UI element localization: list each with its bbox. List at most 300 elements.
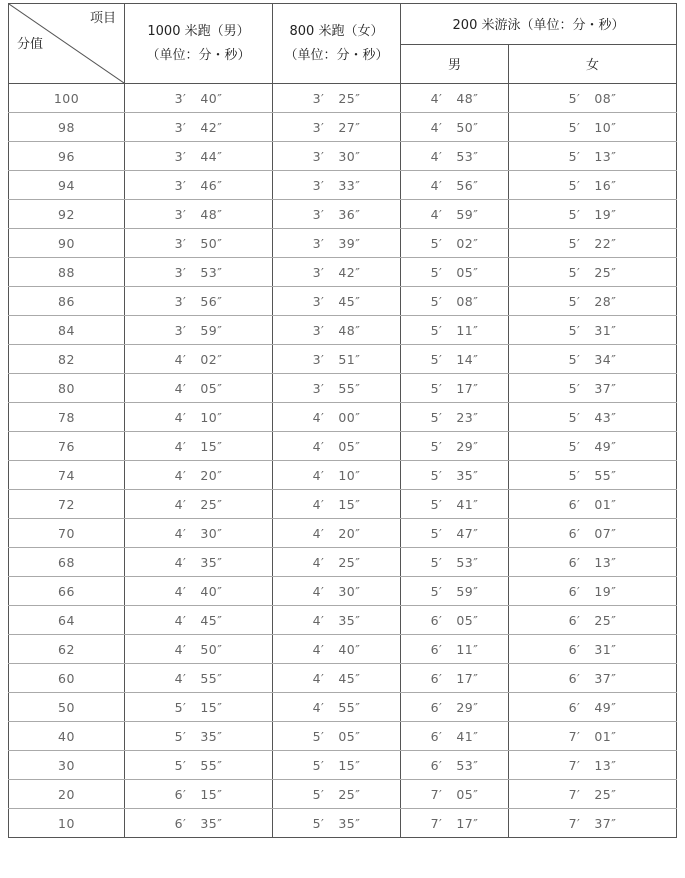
minutes-value: 4′: [312, 554, 325, 570]
swim-male-cell: [401, 751, 509, 780]
swim-female-cell: [509, 142, 677, 171]
run-1000m-cell: [125, 519, 273, 548]
minutes-value: 7′: [568, 786, 581, 802]
swim-male-cell: [401, 374, 509, 403]
run-1000m-cell: [125, 84, 273, 113]
minutes-value: 5′: [568, 264, 581, 280]
seconds-value: 42″: [200, 119, 223, 135]
minutes-value: 3′: [174, 148, 187, 164]
swim-female-cell: [509, 780, 677, 809]
table-row: [9, 316, 677, 345]
seconds-value: 48″: [200, 206, 223, 222]
minutes-value: 3′: [174, 206, 187, 222]
table-row: [9, 548, 677, 577]
minutes-value: 6′: [430, 757, 443, 773]
minutes-value: 5′: [430, 322, 443, 338]
minutes-value: 4′: [430, 177, 443, 193]
swim-male-cell: [401, 84, 509, 113]
minutes-value: 4′: [430, 90, 443, 106]
run-800m-cell: [273, 84, 401, 113]
minutes-value: 7′: [568, 815, 581, 831]
seconds-value: 51″: [338, 351, 361, 367]
swim-female-cell: [509, 287, 677, 316]
run-1000m-cell: [125, 171, 273, 200]
table-body: [9, 84, 677, 838]
seconds-value: 17″: [456, 815, 479, 831]
swim-male-cell: [401, 287, 509, 316]
seconds-value: 50″: [456, 119, 479, 135]
seconds-value: 53″: [456, 148, 479, 164]
seconds-value: 15″: [200, 699, 223, 715]
score-cell: [9, 751, 125, 780]
minutes-value: 3′: [312, 351, 325, 367]
seconds-value: 01″: [594, 728, 617, 744]
score-table: [8, 3, 677, 838]
score-value: 84: [58, 322, 75, 338]
table-row: [9, 432, 677, 461]
score-cell: [9, 664, 125, 693]
seconds-value: 15″: [200, 786, 223, 802]
seconds-value: 40″: [200, 90, 223, 106]
run-1000m-cell: [125, 200, 273, 229]
swim-female-cell: [509, 200, 677, 229]
minutes-value: 5′: [430, 467, 443, 483]
score-value: 96: [58, 148, 75, 164]
minutes-value: 6′: [568, 554, 581, 570]
table-row: [9, 345, 677, 374]
minutes-value: 3′: [174, 119, 187, 135]
seconds-value: 25″: [594, 786, 617, 802]
minutes-value: 5′: [174, 699, 187, 715]
seconds-value: 19″: [594, 206, 617, 222]
table-row: [9, 751, 677, 780]
seconds-value: 25″: [338, 554, 361, 570]
minutes-value: 3′: [312, 90, 325, 106]
score-cell: [9, 577, 125, 606]
run-800m-cell: [273, 693, 401, 722]
swim-male-cell: [401, 113, 509, 142]
seconds-value: 25″: [594, 612, 617, 628]
header-800m-title: 800 米跑（女）: [289, 23, 384, 39]
run-800m-cell: [273, 432, 401, 461]
minutes-value: 3′: [312, 380, 325, 396]
header-swim-female: 女: [509, 45, 677, 84]
minutes-value: 3′: [312, 293, 325, 309]
swim-male-cell: [401, 635, 509, 664]
swim-female-cell: [509, 258, 677, 287]
seconds-value: 17″: [456, 380, 479, 396]
score-cell: [9, 780, 125, 809]
seconds-value: 43″: [594, 409, 617, 425]
seconds-value: 25″: [338, 90, 361, 106]
seconds-value: 35″: [456, 467, 479, 483]
seconds-value: 02″: [200, 351, 223, 367]
seconds-value: 33″: [338, 177, 361, 193]
minutes-value: 4′: [430, 119, 443, 135]
minutes-value: 6′: [568, 612, 581, 628]
minutes-value: 4′: [312, 699, 325, 715]
minutes-value: 5′: [568, 119, 581, 135]
minutes-value: 4′: [174, 670, 187, 686]
minutes-value: 5′: [312, 786, 325, 802]
seconds-value: 05″: [338, 438, 361, 454]
seconds-value: 00″: [338, 409, 361, 425]
run-1000m-cell: [125, 113, 273, 142]
swim-female-cell: [509, 229, 677, 258]
minutes-value: 3′: [174, 322, 187, 338]
run-800m-cell: [273, 461, 401, 490]
score-value: 100: [53, 90, 80, 106]
minutes-value: 4′: [430, 148, 443, 164]
score-value: 74: [58, 467, 75, 483]
swim-male-cell: [401, 780, 509, 809]
seconds-value: 35″: [200, 728, 223, 744]
minutes-value: 4′: [174, 467, 187, 483]
seconds-value: 44″: [200, 148, 223, 164]
swim-male-cell: [401, 809, 509, 838]
header-200m-title: 200 米游泳（单位：分・秒）: [452, 17, 625, 33]
minutes-value: 4′: [312, 496, 325, 512]
minutes-value: 6′: [568, 525, 581, 541]
seconds-value: 13″: [594, 148, 617, 164]
minutes-value: 4′: [174, 583, 187, 599]
score-cell: [9, 490, 125, 519]
run-800m-cell: [273, 722, 401, 751]
run-800m-cell: [273, 519, 401, 548]
minutes-value: 4′: [312, 525, 325, 541]
score-cell: [9, 548, 125, 577]
score-value: 50: [58, 699, 75, 715]
seconds-value: 35″: [200, 815, 223, 831]
score-value: 66: [58, 583, 75, 599]
seconds-value: 48″: [338, 322, 361, 338]
seconds-value: 42″: [338, 264, 361, 280]
minutes-value: 4′: [174, 380, 187, 396]
table-row: [9, 403, 677, 432]
run-1000m-cell: [125, 142, 273, 171]
minutes-value: 6′: [430, 699, 443, 715]
minutes-value: 7′: [568, 757, 581, 773]
swim-male-cell: [401, 142, 509, 171]
table-row: [9, 171, 677, 200]
swim-female-cell: [509, 461, 677, 490]
seconds-value: 30″: [338, 148, 361, 164]
minutes-value: 4′: [312, 641, 325, 657]
seconds-value: 48″: [456, 90, 479, 106]
seconds-value: 20″: [338, 525, 361, 541]
seconds-value: 29″: [456, 699, 479, 715]
score-cell: [9, 693, 125, 722]
run-800m-cell: [273, 606, 401, 635]
seconds-value: 53″: [456, 554, 479, 570]
score-cell: [9, 316, 125, 345]
score-value: 82: [58, 351, 75, 367]
run-1000m-cell: [125, 316, 273, 345]
swim-male-cell: [401, 606, 509, 635]
seconds-value: 46″: [200, 177, 223, 193]
seconds-value: 45″: [200, 612, 223, 628]
run-1000m-cell: [125, 548, 273, 577]
run-800m-cell: [273, 142, 401, 171]
swim-male-cell: [401, 345, 509, 374]
swim-female-cell: [509, 751, 677, 780]
seconds-value: 10″: [594, 119, 617, 135]
run-800m-cell: [273, 374, 401, 403]
score-value: 98: [58, 119, 75, 135]
seconds-value: 50″: [200, 641, 223, 657]
table-row: [9, 606, 677, 635]
swim-male-cell: [401, 403, 509, 432]
seconds-value: 47″: [456, 525, 479, 541]
table-row: [9, 258, 677, 287]
minutes-value: 5′: [568, 177, 581, 193]
table-row: [9, 84, 677, 113]
table-row: [9, 490, 677, 519]
minutes-value: 6′: [174, 815, 187, 831]
score-value: 40: [58, 728, 75, 744]
header-swim-male: 男: [401, 45, 509, 84]
minutes-value: 4′: [174, 525, 187, 541]
swim-female-cell: [509, 519, 677, 548]
swim-female-cell: [509, 635, 677, 664]
score-value: 78: [58, 409, 75, 425]
swim-female-cell: [509, 171, 677, 200]
seconds-value: 10″: [338, 467, 361, 483]
minutes-value: 6′: [568, 670, 581, 686]
minutes-value: 5′: [430, 264, 443, 280]
minutes-value: 6′: [430, 728, 443, 744]
score-cell: [9, 200, 125, 229]
run-800m-cell: [273, 171, 401, 200]
run-1000m-cell: [125, 606, 273, 635]
seconds-value: 25″: [594, 264, 617, 280]
run-1000m-cell: [125, 809, 273, 838]
seconds-value: 59″: [456, 583, 479, 599]
header-1000m-unit: （单位：分・秒）: [146, 47, 251, 63]
run-800m-cell: [273, 809, 401, 838]
seconds-value: 08″: [456, 293, 479, 309]
minutes-value: 6′: [568, 699, 581, 715]
seconds-value: 53″: [200, 264, 223, 280]
minutes-value: 5′: [568, 351, 581, 367]
minutes-value: 4′: [174, 612, 187, 628]
minutes-value: 7′: [430, 815, 443, 831]
score-value: 20: [58, 786, 75, 802]
minutes-value: 6′: [568, 583, 581, 599]
minutes-value: 5′: [430, 583, 443, 599]
swim-male-cell: [401, 693, 509, 722]
score-value: 64: [58, 612, 75, 628]
run-800m-cell: [273, 577, 401, 606]
score-cell: [9, 403, 125, 432]
score-value: 94: [58, 177, 75, 193]
minutes-value: 5′: [568, 206, 581, 222]
swim-male-cell: [401, 548, 509, 577]
seconds-value: 22″: [594, 235, 617, 251]
seconds-value: 25″: [338, 786, 361, 802]
swim-female-cell: [509, 722, 677, 751]
corner-cell: [9, 4, 125, 84]
run-800m-cell: [273, 635, 401, 664]
run-1000m-cell: [125, 461, 273, 490]
swim-female-cell: [509, 316, 677, 345]
run-800m-cell: [273, 345, 401, 374]
minutes-value: 5′: [430, 525, 443, 541]
minutes-value: 5′: [568, 380, 581, 396]
swim-male-cell: [401, 577, 509, 606]
seconds-value: 30″: [200, 525, 223, 541]
run-1000m-cell: [125, 780, 273, 809]
minutes-value: 5′: [568, 293, 581, 309]
minutes-value: 6′: [568, 496, 581, 512]
minutes-value: 5′: [568, 438, 581, 454]
header-800m-unit: （单位：分・秒）: [284, 47, 389, 63]
swim-male-cell: [401, 432, 509, 461]
run-1000m-cell: [125, 287, 273, 316]
corner-label-item: 项目: [89, 11, 116, 26]
seconds-value: 28″: [594, 293, 617, 309]
swim-male-cell: [401, 664, 509, 693]
score-cell: [9, 635, 125, 664]
minutes-value: 6′: [430, 612, 443, 628]
score-value: 30: [58, 757, 75, 773]
minutes-value: 5′: [312, 815, 325, 831]
minutes-value: 5′: [568, 90, 581, 106]
run-1000m-cell: [125, 577, 273, 606]
run-1000m-cell: [125, 432, 273, 461]
seconds-value: 31″: [594, 322, 617, 338]
swim-male-cell: [401, 461, 509, 490]
table-header: [9, 4, 677, 84]
seconds-value: 15″: [200, 438, 223, 454]
table-row: [9, 635, 677, 664]
minutes-value: 4′: [174, 496, 187, 512]
run-1000m-cell: [125, 374, 273, 403]
header-1000m-title: 1000 米跑（男）: [147, 23, 250, 39]
run-800m-cell: [273, 664, 401, 693]
table-row: [9, 142, 677, 171]
seconds-value: 56″: [456, 177, 479, 193]
seconds-value: 55″: [594, 467, 617, 483]
seconds-value: 05″: [456, 786, 479, 802]
minutes-value: 3′: [312, 206, 325, 222]
seconds-value: 35″: [338, 612, 361, 628]
score-value: 10: [58, 815, 75, 831]
minutes-value: 5′: [430, 293, 443, 309]
seconds-value: 50″: [200, 235, 223, 251]
seconds-value: 45″: [338, 293, 361, 309]
seconds-value: 37″: [594, 815, 617, 831]
table-row: [9, 722, 677, 751]
score-cell: [9, 722, 125, 751]
run-800m-cell: [273, 113, 401, 142]
seconds-value: 11″: [456, 641, 479, 657]
score-value: 92: [58, 206, 75, 222]
minutes-value: 4′: [174, 351, 187, 367]
score-cell: [9, 287, 125, 316]
header-200m-swim: [401, 4, 677, 45]
seconds-value: 49″: [594, 438, 617, 454]
seconds-value: 27″: [338, 119, 361, 135]
seconds-value: 56″: [200, 293, 223, 309]
swim-male-cell: [401, 519, 509, 548]
run-1000m-cell: [125, 664, 273, 693]
seconds-value: 05″: [456, 264, 479, 280]
corner-label-score: 分值: [17, 37, 44, 52]
seconds-value: 53″: [456, 757, 479, 773]
minutes-value: 7′: [568, 728, 581, 744]
run-800m-cell: [273, 751, 401, 780]
minutes-value: 5′: [174, 728, 187, 744]
seconds-value: 49″: [594, 699, 617, 715]
swim-female-cell: [509, 113, 677, 142]
seconds-value: 16″: [594, 177, 617, 193]
run-800m-cell: [273, 780, 401, 809]
run-1000m-cell: [125, 722, 273, 751]
minutes-value: 6′: [174, 786, 187, 802]
seconds-value: 02″: [456, 235, 479, 251]
minutes-value: 4′: [174, 409, 187, 425]
score-value: 72: [58, 496, 75, 512]
minutes-value: 4′: [174, 554, 187, 570]
minutes-value: 6′: [568, 641, 581, 657]
score-cell: [9, 84, 125, 113]
minutes-value: 4′: [312, 409, 325, 425]
run-800m-cell: [273, 200, 401, 229]
score-value: 62: [58, 641, 75, 657]
score-value: 70: [58, 525, 75, 541]
swim-female-cell: [509, 693, 677, 722]
minutes-value: 5′: [568, 467, 581, 483]
minutes-value: 4′: [312, 670, 325, 686]
seconds-value: 15″: [338, 496, 361, 512]
table-row: [9, 577, 677, 606]
run-1000m-cell: [125, 403, 273, 432]
seconds-value: 37″: [594, 670, 617, 686]
swim-female-cell: [509, 606, 677, 635]
score-cell: [9, 113, 125, 142]
seconds-value: 40″: [338, 641, 361, 657]
seconds-value: 08″: [594, 90, 617, 106]
run-1000m-cell: [125, 490, 273, 519]
minutes-value: 5′: [568, 235, 581, 251]
minutes-value: 5′: [430, 496, 443, 512]
swim-male-cell: [401, 171, 509, 200]
minutes-value: 4′: [312, 612, 325, 628]
swim-female-cell: [509, 490, 677, 519]
swim-female-cell: [509, 345, 677, 374]
minutes-value: 6′: [430, 641, 443, 657]
swim-male-cell: [401, 722, 509, 751]
swim-male-cell: [401, 200, 509, 229]
score-cell: [9, 142, 125, 171]
seconds-value: 10″: [200, 409, 223, 425]
score-cell: [9, 809, 125, 838]
seconds-value: 17″: [456, 670, 479, 686]
minutes-value: 7′: [430, 786, 443, 802]
minutes-value: 3′: [174, 235, 187, 251]
minutes-value: 4′: [174, 641, 187, 657]
minutes-value: 3′: [312, 235, 325, 251]
minutes-value: 3′: [174, 90, 187, 106]
minutes-value: 3′: [174, 293, 187, 309]
minutes-value: 3′: [174, 177, 187, 193]
minutes-value: 5′: [430, 351, 443, 367]
minutes-value: 4′: [174, 438, 187, 454]
minutes-value: 5′: [568, 409, 581, 425]
minutes-value: 3′: [312, 119, 325, 135]
table-row: [9, 200, 677, 229]
